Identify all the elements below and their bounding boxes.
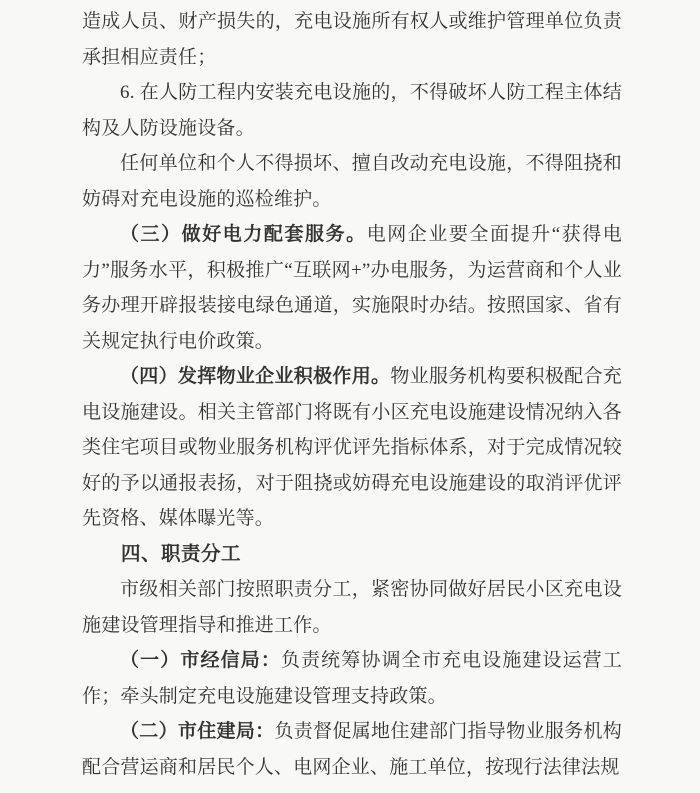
paragraph-lead: （四）发挥物业企业积极作用。 bbox=[120, 366, 391, 387]
paragraph-lead: （三）做好电力配套服务。 bbox=[120, 224, 367, 245]
paragraph-text: 物业服务机构要积极配合充电设施建设。相关主管部门将既有小区充电设施建设情况纳入各类住宅项目或物业服务机构评优评先指标体系，对于完成情况较好的予以通报表扬，对于阻挠或妨碍充电设施建设的取消评优评先资格、媒体曝光等。 bbox=[82, 366, 622, 529]
paragraph-power-service bbox=[82, 217, 622, 359]
paragraph-property-role bbox=[82, 359, 622, 537]
paragraph-text: 6. 在人防工程内安装充电设施的，不得破坏人防工程主体结构及人防设施设备。 bbox=[82, 82, 622, 139]
paragraph-text: 市级相关部门按照职责分工，紧密协同做好居民小区充电设施建设管理指导和推进工作。 bbox=[82, 579, 622, 636]
paragraph-lead: （一）市经信局： bbox=[120, 650, 281, 671]
paragraph-continuation bbox=[82, 4, 622, 75]
paragraph-lead: （二）市住建局： bbox=[120, 721, 275, 742]
paragraph-city-departments bbox=[82, 572, 622, 643]
paragraph-text: 负责督促属地住建部门指导物业服务机构配合营运商和居民个人、电网企业、施工单位，按现行法律法规 bbox=[82, 721, 622, 778]
paragraph-text: 负责统筹协调全市充电设施建设运营工作；牵头制定充电设施建设管理支持政策。 bbox=[82, 650, 622, 707]
paragraph-housing-bureau bbox=[82, 714, 622, 785]
paragraph-text: 电网企业要全面提升“获得电力”服务水平，积极推广“互联网+”办电服务，为运营商和个人业务办理开辟报装接电绿色通道，实施限时办结。按照国家、省有关规定执行电价政策。 bbox=[82, 224, 622, 352]
section-heading-duties: 四、职责分工 bbox=[121, 542, 242, 565]
paragraph-item-6 bbox=[82, 75, 622, 146]
paragraph-any-unit bbox=[82, 146, 622, 217]
paragraph-text: 任何单位和个人不得损坏、擅自改动充电设施，不得阻挠和妨碍对充电设施的巡检维护。 bbox=[82, 153, 622, 210]
paragraph-economy-bureau bbox=[82, 643, 622, 714]
paragraph-text: 造成人员、财产损失的，充电设施所有权人或维护管理单位负责承担相应责任； bbox=[82, 11, 622, 68]
